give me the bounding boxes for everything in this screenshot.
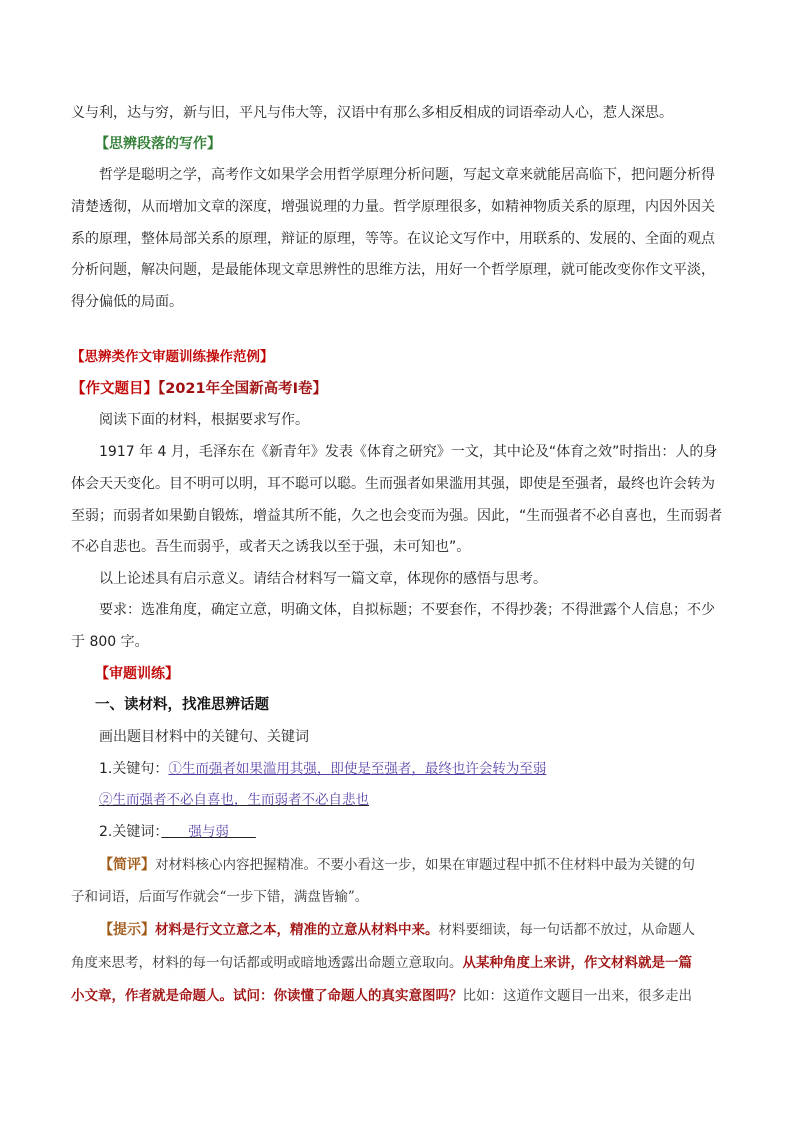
paragraph-line: 不必自悲也。吾生而弱乎，或者天之诱我以至于强，未可知也”。: [71, 539, 471, 555]
paragraph-line: 以上论述具有启示意义。请结合材料写一篇文章，体现你的感悟与思考。: [99, 571, 547, 587]
comment-text: 对材料核心内容把握精准。不要小看这一步，如果在审题过程中抓不住材料中最为关键的句: [155, 857, 695, 873]
step-heading: 一、读材料，找准思辨话题: [95, 697, 269, 713]
tip-emphasis: 材料是行文立意之本，精准的立意从材料中来。: [155, 922, 439, 938]
paragraph-line: 画出题目材料中的关键句、关键词: [99, 729, 309, 745]
paragraph-line: 1917 年 4 月，毛泽东在《新青年》发表《体育之研究》一文，其中论及“体育之效”时指出：人的身: [99, 444, 718, 460]
paragraph-line: 于 800 字。: [71, 634, 149, 650]
key-sentence-label: 1.关键句：: [99, 761, 169, 777]
tip-line: [99, 920, 695, 940]
paragraph-line: 分析问题，解决问题，是最能体现文章思辨性的思维方法，用好一个哲学原理，就可能改变你作文平淡，: [71, 262, 715, 278]
key-sentence-1: ①生而强者如果滥用其强，即使是至强者，最终也许会转为至弱: [168, 761, 547, 777]
tip-text: 比如：这道作文题目一出来，很多走出: [462, 988, 692, 1004]
tip-text: 材料要细读，每一句话都不放过，从命题人: [438, 922, 695, 938]
comment-label: 【简评】: [99, 857, 155, 873]
paragraph-line: 得分偏低的局面。: [71, 294, 183, 310]
topic-label: 【作文题目】: [71, 381, 158, 397]
paragraph-line: 系的原理，整体局部关系的原理，辩证的原理，等等。在议论文写作中，用联系的、发展的、全面的观点: [71, 231, 715, 247]
paragraph-line: 哲学是聪明之学，高考作文如果学会用哲学原理分析问题，写起文章来就能居高临下，把问题分析得: [99, 167, 715, 183]
comment-line: [99, 855, 695, 875]
tip-label: 【提示】: [99, 922, 155, 938]
tip-emphasis: 从某种角度上来讲，作文材料就是一篇: [462, 955, 692, 971]
paragraph-line: 清楚透彻，从而增加文章的深度，增强说理的力量。哲学原理很多，如精神物质关系的原理，内因外因关: [71, 199, 715, 215]
key-word-row: [99, 822, 256, 842]
paragraph-line: 义与利，达与穷，新与旧，平凡与伟大等，汉语中有那么多相反相成的词语牵动人心，惹人深思。: [71, 105, 673, 121]
topic-heading: [71, 379, 327, 399]
tip-text: 角度来思考，材料的每一句话都或明或暗地透露出命题立意取向。: [71, 955, 463, 971]
section-heading-training: 【审题训练】: [95, 666, 179, 682]
tip-emphasis: 小文章，作者就是命题人。试问：你读懂了命题人的真实意图吗？: [71, 988, 463, 1004]
key-word-value: 强与弱: [161, 824, 256, 840]
section-heading-example: 【思辨类作文审题训练操作范例】: [71, 349, 274, 365]
paragraph-line: 体会天天变化。目不明可以明，耳不聪可以聪。生而强者如果滥用其强，即使是至强者，最终也许会转为: [71, 476, 715, 492]
topic-source: 【2021年全国新高考Ⅰ卷】: [158, 381, 328, 397]
section-heading-writing: 【思辨段落的写作】: [95, 136, 221, 152]
key-word-label: 2.关键词：: [99, 824, 162, 840]
key-sentence-row: [99, 790, 369, 810]
key-sentence-2: ②生而强者不必自喜也，生而弱者不必自悲也: [99, 792, 369, 808]
key-sentence-row: [99, 759, 546, 779]
comment-line: 子和词语，后面写作就会“一步下错，满盘皆输”。: [71, 889, 369, 905]
paragraph-line: 要求：选准角度，确定立意，明确文体，自拟标题；不要套作，不得抄袭；不得泄露个人信息；不少: [99, 602, 715, 618]
paragraph-line: 阅读下面的材料，根据要求写作。: [99, 412, 309, 428]
tip-line: [71, 953, 692, 973]
paragraph-line: 至弱；而弱者如果勤自锻炼，增益其所不能，久之也会变而为强。因此，“生而强者不必自喜也，生而弱者: [71, 508, 723, 524]
tip-line: [71, 986, 692, 1006]
